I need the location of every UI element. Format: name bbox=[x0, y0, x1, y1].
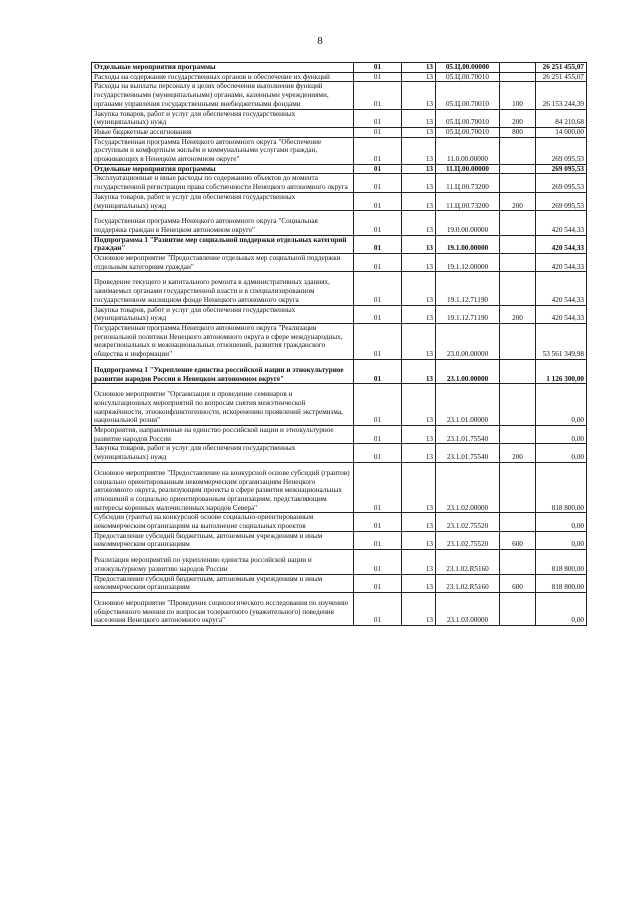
row-name: Подпрограмма 1 "Укрепление единства российской нации и этнокультурное развитие народов России в Ненецком автономном округе" bbox=[92, 359, 354, 383]
row-sum: 269 095,53 bbox=[536, 137, 587, 164]
row-rz: 13 bbox=[402, 192, 436, 210]
row-rz: 13 bbox=[402, 426, 436, 444]
row-csr: 23.1.01.75540 bbox=[436, 426, 500, 444]
table-row bbox=[92, 426, 587, 444]
row-vr bbox=[500, 550, 536, 574]
row-vr bbox=[500, 592, 536, 625]
table-row bbox=[92, 127, 587, 137]
budget-table-body bbox=[92, 63, 587, 626]
row-glv: 01 bbox=[354, 384, 402, 426]
row-sum: 0,00 bbox=[536, 531, 587, 549]
row-name: Расходы на выплаты персоналу в целях обеспечения выполнения функций государственными (муниципальными) органами, казенными учреждениями, органами управления государственными внебюджетными фондами bbox=[92, 82, 354, 109]
row-sum: 0,00 bbox=[536, 592, 587, 625]
row-vr bbox=[500, 174, 536, 192]
row-sum: 420 544,33 bbox=[536, 211, 587, 235]
table-row bbox=[92, 164, 587, 174]
row-rz: 13 bbox=[402, 462, 436, 513]
table-row bbox=[92, 235, 587, 253]
row-sum: 269 095,53 bbox=[536, 174, 587, 192]
row-csr: 23.1.02.75520 bbox=[436, 531, 500, 549]
table-row bbox=[92, 174, 587, 192]
table-row bbox=[92, 550, 587, 574]
row-name: Проведение текущего и капитального ремонта в административных зданиях, занимаемых органами государственной власти и в специализированном государственном жилищном фонде Ненецкого автономного округа bbox=[92, 272, 354, 305]
row-glv: 01 bbox=[354, 235, 402, 253]
row-csr: 19.0.00.00000 bbox=[436, 211, 500, 235]
row-csr: 05.Ц.00.70010 bbox=[436, 109, 500, 127]
row-glv: 01 bbox=[354, 192, 402, 210]
table-row bbox=[92, 211, 587, 235]
row-vr bbox=[500, 513, 536, 531]
row-sum: 53 561 349,98 bbox=[536, 323, 587, 359]
row-csr: 05.Ц.00.70010 bbox=[436, 72, 500, 82]
row-name: Реализация мероприятий по укреплению единства российской нации и этнокультурному развитию народов России bbox=[92, 550, 354, 574]
row-vr bbox=[500, 235, 536, 253]
table-row bbox=[92, 109, 587, 127]
row-sum: 26 251 455,07 bbox=[536, 72, 587, 82]
row-csr: 11.Ц.00.73200 bbox=[436, 174, 500, 192]
row-name: Закупка товаров, работ и услуг для обеспечения государственных (муниципальных) нужд bbox=[92, 444, 354, 462]
row-csr: 23.1.00.00000 bbox=[436, 359, 500, 383]
row-vr bbox=[500, 63, 536, 73]
row-name: Основное мероприятие "Проведение социологического исследования по изучению общественного мнения по вопросам толерантного (уважительного) поведения населения Ненецкого автономного округа" bbox=[92, 592, 354, 625]
row-csr: 05.Ц.00.70010 bbox=[436, 82, 500, 109]
row-rz: 13 bbox=[402, 592, 436, 625]
row-csr: 11.Ц.00.00000 bbox=[436, 164, 500, 174]
row-rz: 13 bbox=[402, 574, 436, 592]
row-glv: 01 bbox=[354, 426, 402, 444]
table-row bbox=[92, 323, 587, 359]
row-vr bbox=[500, 462, 536, 513]
row-sum: 420 544,33 bbox=[536, 254, 587, 272]
row-glv: 01 bbox=[354, 462, 402, 513]
row-name: Мероприятия, направленные на единство российской нации и этнокультурное развитие народов России bbox=[92, 426, 354, 444]
row-vr bbox=[500, 426, 536, 444]
row-glv: 01 bbox=[354, 63, 402, 73]
row-vr bbox=[500, 359, 536, 383]
row-csr: 11.0.00.00000 bbox=[436, 137, 500, 164]
row-rz: 13 bbox=[402, 63, 436, 73]
row-sum: 420 544,33 bbox=[536, 272, 587, 305]
row-glv: 01 bbox=[354, 359, 402, 383]
table-row bbox=[92, 444, 587, 462]
row-vr: 100 bbox=[500, 82, 536, 109]
row-csr: 05.Ц.00.00000 bbox=[436, 63, 500, 73]
row-csr: 23.1.02.R5160 bbox=[436, 550, 500, 574]
row-glv: 01 bbox=[354, 592, 402, 625]
row-vr: 200 bbox=[500, 305, 536, 323]
table-row bbox=[92, 531, 587, 549]
table-row bbox=[92, 513, 587, 531]
row-glv: 01 bbox=[354, 164, 402, 174]
row-sum: 0,00 bbox=[536, 426, 587, 444]
row-csr: 19.1.12.00000 bbox=[436, 254, 500, 272]
row-csr: 23.1.03.00000 bbox=[436, 592, 500, 625]
row-rz: 13 bbox=[402, 164, 436, 174]
row-name: Закупка товаров, работ и услуг для обеспечения государственных (муниципальных) нужд bbox=[92, 305, 354, 323]
row-glv: 01 bbox=[354, 531, 402, 549]
row-rz: 13 bbox=[402, 137, 436, 164]
row-glv: 01 bbox=[354, 550, 402, 574]
row-sum: 818 800,00 bbox=[536, 574, 587, 592]
row-rz: 13 bbox=[402, 359, 436, 383]
table-row bbox=[92, 82, 587, 109]
row-csr: 23.1.01.75540 bbox=[436, 444, 500, 462]
row-sum: 420 544,33 bbox=[536, 305, 587, 323]
row-glv: 01 bbox=[354, 323, 402, 359]
row-vr: 200 bbox=[500, 109, 536, 127]
row-vr bbox=[500, 72, 536, 82]
row-csr: 19.1.00.00000 bbox=[436, 235, 500, 253]
row-vr: 600 bbox=[500, 574, 536, 592]
row-csr: 23.1.02.00000 bbox=[436, 462, 500, 513]
row-sum: 0,00 bbox=[536, 513, 587, 531]
row-vr bbox=[500, 137, 536, 164]
row-sum: 818 800,00 bbox=[536, 550, 587, 574]
row-glv: 01 bbox=[354, 137, 402, 164]
budget-table bbox=[91, 62, 587, 626]
table-row bbox=[92, 137, 587, 164]
row-rz: 13 bbox=[402, 513, 436, 531]
row-name: Отдельные мероприятия программы bbox=[92, 63, 354, 73]
table-row bbox=[92, 272, 587, 305]
row-sum: 0,00 bbox=[536, 384, 587, 426]
row-rz: 13 bbox=[402, 82, 436, 109]
row-rz: 13 bbox=[402, 174, 436, 192]
row-glv: 01 bbox=[354, 211, 402, 235]
row-csr: 23.1.02.75520 bbox=[436, 513, 500, 531]
row-rz: 13 bbox=[402, 272, 436, 305]
row-glv: 01 bbox=[354, 272, 402, 305]
row-csr: 11.Ц.00.73200 bbox=[436, 192, 500, 210]
row-name: Предоставление субсидий бюджетным, автономным учреждениям и иным некоммерческим организациям bbox=[92, 574, 354, 592]
row-vr bbox=[500, 272, 536, 305]
row-sum: 818 800,00 bbox=[536, 462, 587, 513]
page-number: 8 bbox=[317, 35, 323, 47]
row-glv: 01 bbox=[354, 82, 402, 109]
row-rz: 13 bbox=[402, 127, 436, 137]
row-glv: 01 bbox=[354, 513, 402, 531]
row-sum: 84 210,68 bbox=[536, 109, 587, 127]
row-sum: 269 095,53 bbox=[536, 192, 587, 210]
row-glv: 01 bbox=[354, 444, 402, 462]
row-name: Основное мероприятие "Предоставление на конкурсной основе субсидий (грантов) социально ориентированным некоммерческим организациям Ненецкого автономного округа, реализующим проекты в сфере развития межнациональных отношений и социально ориентированным организациям, представляющим интересы коренных малочисленных народов Севера" bbox=[92, 462, 354, 513]
row-csr: 23.1.01.00000 bbox=[436, 384, 500, 426]
row-rz: 13 bbox=[402, 254, 436, 272]
row-vr bbox=[500, 384, 536, 426]
table-row bbox=[92, 63, 587, 73]
row-glv: 01 bbox=[354, 109, 402, 127]
table-row bbox=[92, 574, 587, 592]
row-name: Основное мероприятие "Предоставление отдельных мер социальной поддержки отдельным категориям граждан" bbox=[92, 254, 354, 272]
row-glv: 01 bbox=[354, 254, 402, 272]
row-vr bbox=[500, 254, 536, 272]
row-sum: 14 000,00 bbox=[536, 127, 587, 137]
row-rz: 13 bbox=[402, 235, 436, 253]
row-name: Отдельные мероприятия программы bbox=[92, 164, 354, 174]
row-name: Государственная программа Ненецкого автономного округа "Реализация региональной политики Ненецкого автономного округа в сфере международных, межрегиональных и межнациональных отношений, развития гражданского общества и информации" bbox=[92, 323, 354, 359]
table-row bbox=[92, 359, 587, 383]
row-vr: 600 bbox=[500, 531, 536, 549]
row-rz: 13 bbox=[402, 531, 436, 549]
row-rz: 13 bbox=[402, 323, 436, 359]
table-row bbox=[92, 192, 587, 210]
row-name: Закупка товаров, работ и услуг для обеспечения государственных (муниципальных) нужд bbox=[92, 192, 354, 210]
row-rz: 13 bbox=[402, 211, 436, 235]
row-name: Государственная программа Ненецкого автономного округа "Социальная поддержка граждан в Ненецком автономном округе" bbox=[92, 211, 354, 235]
row-glv: 01 bbox=[354, 574, 402, 592]
row-sum: 269 095,53 bbox=[536, 164, 587, 174]
table-row bbox=[92, 384, 587, 426]
row-vr: 200 bbox=[500, 192, 536, 210]
row-vr: 200 bbox=[500, 444, 536, 462]
table-row bbox=[92, 592, 587, 625]
row-name: Подпрограмма 1 "Развитие мер социальной поддержки отдельных категорий граждан" bbox=[92, 235, 354, 253]
row-rz: 13 bbox=[402, 550, 436, 574]
row-rz: 13 bbox=[402, 444, 436, 462]
row-glv: 01 bbox=[354, 127, 402, 137]
table-row bbox=[92, 305, 587, 323]
row-glv: 01 bbox=[354, 72, 402, 82]
table-row bbox=[92, 462, 587, 513]
row-sum: 1 126 300,00 bbox=[536, 359, 587, 383]
row-sum: 26 251 455,07 bbox=[536, 63, 587, 73]
row-glv: 01 bbox=[354, 305, 402, 323]
row-csr: 19.1.12.71190 bbox=[436, 272, 500, 305]
table-row bbox=[92, 254, 587, 272]
row-name: Закупка товаров, работ и услуг для обеспечения государственных (муниципальных) нужд bbox=[92, 109, 354, 127]
row-csr: 19.1.12.71190 bbox=[436, 305, 500, 323]
row-name: Расходы на содержание государственных органов и обеспечение их функций bbox=[92, 72, 354, 82]
row-csr: 05.Ц.00.70010 bbox=[436, 127, 500, 137]
row-vr bbox=[500, 323, 536, 359]
row-rz: 13 bbox=[402, 384, 436, 426]
row-name: Эксплуатационные и иные расходы по содержанию объектов до момента государственной регистрации права собственности Ненецкого автономного округа bbox=[92, 174, 354, 192]
row-csr: 23.1.02.R5160 bbox=[436, 574, 500, 592]
row-vr: 800 bbox=[500, 127, 536, 137]
row-sum: 26 153 244,39 bbox=[536, 82, 587, 109]
row-rz: 13 bbox=[402, 109, 436, 127]
row-name: Предоставление субсидий бюджетным, автономным учреждениям и иным некоммерческим организациям bbox=[92, 531, 354, 549]
row-name: Государственная программа Ненецкого автономного округа "Обеспечение доступным и комфортным жильём и коммунальными услугами граждан, проживающих в Ненецком автономном округе" bbox=[92, 137, 354, 164]
row-vr bbox=[500, 164, 536, 174]
row-rz: 13 bbox=[402, 305, 436, 323]
row-name: Иные бюджетные ассигнования bbox=[92, 127, 354, 137]
row-vr bbox=[500, 211, 536, 235]
row-name: Субсидии (гранты) на конкурсной основе социально-ориентированным некоммерческим организациям на выполнение социальных проектов bbox=[92, 513, 354, 531]
row-sum: 0,00 bbox=[536, 444, 587, 462]
row-csr: 23.0.00.00000 bbox=[436, 323, 500, 359]
row-name: Основное мероприятие "Организация и проведение семинаров и консультационных мероприятий по вопросам снятия межэтнической напряжённости, этноконфликтогенности, искоренению проявлений экстремизма, национальной розни" bbox=[92, 384, 354, 426]
row-rz: 13 bbox=[402, 72, 436, 82]
table-row bbox=[92, 72, 587, 82]
row-glv: 01 bbox=[354, 174, 402, 192]
row-sum: 420 544,33 bbox=[536, 235, 587, 253]
